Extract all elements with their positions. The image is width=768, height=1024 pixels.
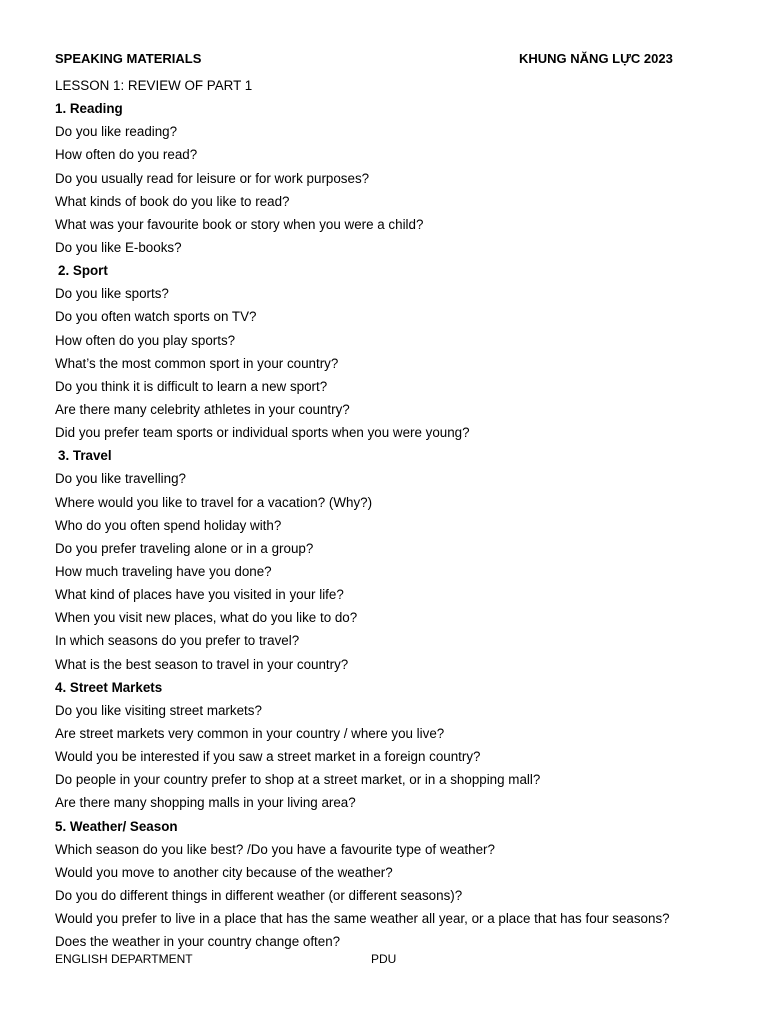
question: Would you move to another city because of the weather?: [55, 864, 393, 880]
question: Which season do you like best? /Do you have a favourite type of weather?: [55, 841, 495, 857]
question: Do you do different things in different weather (or different seasons)?: [55, 887, 463, 903]
question: How often do you read?: [55, 147, 198, 163]
question: Do you prefer traveling alone or in a group?: [55, 540, 314, 556]
question: Would you be interested if you saw a street market in a foreign country?: [55, 749, 481, 765]
lesson-title: LESSON 1: REVIEW OF PART 1: [55, 78, 253, 93]
question: Where would you like to travel for a vacation? (Why?): [55, 494, 373, 510]
question: Who do you often spend holiday with?: [55, 517, 282, 533]
question: Did you prefer team sports or individual sports when you were young?: [55, 425, 470, 441]
question: Do you often watch sports on TV?: [55, 309, 257, 325]
question: Are street markets very common in your country / where you live?: [55, 725, 445, 741]
section-heading-street-markets: 4. Street Markets: [55, 679, 163, 695]
question: Do you like visiting street markets?: [55, 702, 262, 718]
question: Do you like travelling?: [55, 471, 186, 487]
question: In which seasons do you prefer to travel?: [55, 633, 300, 649]
question: Do people in your country prefer to shop at a street market, or in a shopping mall?: [55, 772, 541, 788]
question: Are there many celebrity athletes in your country?: [55, 401, 350, 417]
page-header: [55, 51, 695, 69]
framework-label: KHUNG NĂNG LỰC 2023: [519, 51, 673, 66]
question: Are there many shopping malls in your living area?: [55, 795, 356, 811]
question: What is the best season to travel in your country?: [55, 656, 349, 672]
question: When you visit new places, what do you like to do?: [55, 610, 358, 626]
question: Do you think it is difficult to learn a new sport?: [55, 378, 328, 394]
question: What was your favourite book or story when you were a child?: [55, 216, 424, 232]
section-heading-reading: 1. Reading: [55, 101, 123, 117]
department-label: ENGLISH DEPARTMENT: [55, 952, 193, 966]
question: How often do you play sports?: [55, 332, 236, 348]
question: Do you usually read for leisure or for work purposes?: [55, 170, 370, 186]
question: Do you like reading?: [55, 124, 178, 140]
question: Does the weather in your country change often?: [55, 934, 341, 950]
institution-label: PDU: [371, 952, 397, 966]
question: What kinds of book do you like to read?: [55, 193, 290, 209]
section-heading-weather: 5. Weather/ Season: [55, 818, 178, 834]
question: What kind of places have you visited in your life?: [55, 587, 344, 603]
document-body: [55, 74, 745, 953]
section-heading-travel: 3. Travel: [58, 448, 112, 464]
question: Do you like sports?: [55, 286, 169, 302]
question: Would you prefer to live in a place that has the same weather all year, or a place that has four seasons?: [55, 911, 670, 927]
section-heading-sport: 2. Sport: [58, 263, 108, 279]
question: How much traveling have you done?: [55, 563, 272, 579]
question: What’s the most common sport in your country?: [55, 355, 339, 371]
document-title: SPEAKING MATERIALS: [55, 51, 202, 66]
question: Do you like E-books?: [55, 239, 182, 255]
